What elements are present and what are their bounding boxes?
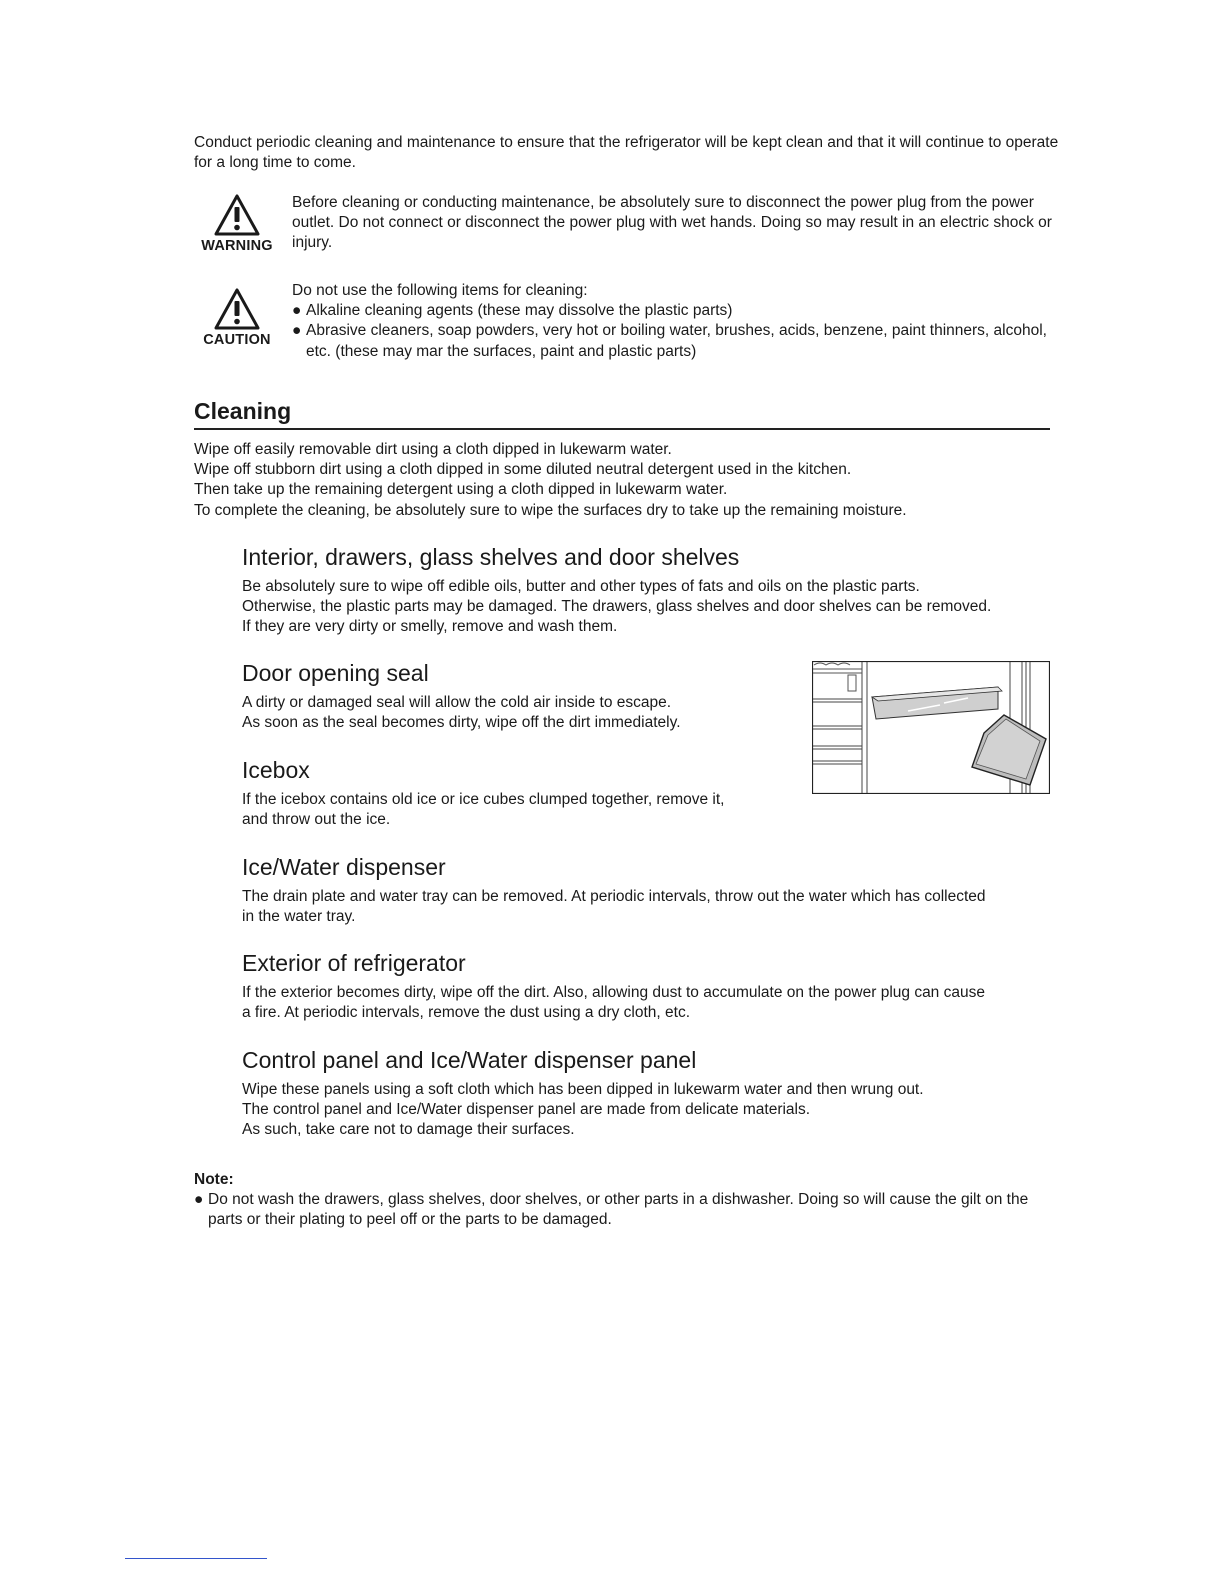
section-dispenser [242, 853, 1057, 927]
cleaning-line: Then take up the remaining detergent using a cloth dipped in lukewarm water. [194, 481, 728, 499]
cleaning-line: Wipe off stubborn dirt using a cloth dipped in some diluted neutral detergent used in the kitchen. [194, 461, 852, 479]
section-door-seal [242, 659, 782, 733]
section-line: and throw out the ice. [242, 811, 391, 829]
section-line: in the water tray. [242, 908, 356, 926]
caution-text [292, 281, 1062, 362]
cleaning-instructions [194, 440, 1054, 521]
section-line: Wipe these panels using a soft cloth which has been dipped in lukewarm water and then wrung out. [242, 1081, 924, 1098]
caution-icon-block [194, 287, 280, 348]
section-line: A dirty or damaged seal will allow the cold air inside to escape. [242, 694, 672, 711]
warning-triangle-icon [213, 193, 261, 237]
warning-triangle-icon [213, 287, 261, 331]
section-line: If the icebox contains old ice or ice cubes clumped together, remove it, [242, 791, 725, 808]
cleaning-heading [194, 398, 1050, 430]
section-interior [242, 543, 1057, 638]
section-line: The control panel and Ice/Water dispenser panel are made from delicate materials. [242, 1101, 811, 1119]
section-icebox [242, 756, 802, 830]
section-exterior [242, 949, 1057, 1023]
cleaning-heading-text: Cleaning [194, 398, 292, 424]
cleaning-line: Wipe off easily removable dirt using a cloth dipped in lukewarm water. [194, 441, 672, 458]
warning-icon-block [194, 193, 280, 254]
section-control-panel [242, 1046, 1057, 1141]
section-line: Be absolutely sure to wipe off edible oils, butter and other types of fats and oils on the plastic parts. [242, 578, 920, 595]
section-line: As such, take care not to damage their surfaces. [242, 1121, 575, 1139]
section-title: Control panel and Ice/Water dispenser panel [242, 1047, 697, 1073]
warning-label: WARNING [201, 238, 273, 254]
caution-notice [194, 281, 1064, 365]
caution-lead: Do not use the following items for cleaning: [292, 282, 588, 299]
section-line: a fire. At periodic intervals, remove the dust using a dry cloth, etc. [242, 1004, 690, 1022]
section-line: The drain plate and water tray can be removed. At periodic intervals, throw out the water which has collected [242, 888, 986, 905]
section-title: Door opening seal [242, 660, 429, 686]
caution-label: CAUTION [203, 332, 271, 348]
warning-text: Before cleaning or conducting maintenance, be absolutely sure to disconnect the power plug from the power outlet. Do not connect or disconnect the power plug with wet hands. Doing so may result in an electric shock or injury. [292, 194, 1052, 252]
warning-notice [194, 193, 1064, 259]
note-bullet: ● Do not wash the drawers, glass shelves, door shelves, or other parts in a dishwasher. Doing so will cause the gilt on the parts or their plating to peel off or the parts to be damaged. [194, 1191, 1029, 1229]
section-title: Exterior of refrigerator [242, 950, 466, 976]
caution-bullet: ● Abrasive cleaners, soap powders, very hot or boiling water, brushes, acids, benzene, paint thinners, alcohol, etc. (these may mar the surfaces, paint and plastic parts) [292, 322, 1047, 360]
footer-divider [125, 1558, 267, 1559]
section-title: Interior, drawers, glass shelves and door shelves [242, 544, 740, 570]
section-line: If they are very dirty or smelly, remove and wash them. [242, 618, 618, 636]
section-line: As soon as the seal becomes dirty, wipe off the dirt immediately. [242, 714, 681, 732]
section-title: Icebox [242, 757, 310, 783]
note-label: Note: [194, 1171, 234, 1188]
section-title: Ice/Water dispenser [242, 854, 446, 880]
refrigerator-cleaning-illustration [812, 661, 1050, 794]
section-line: Otherwise, the plastic parts may be damaged. The drawers, glass shelves and door shelves can be removed. [242, 598, 992, 616]
cleaning-line: To complete the cleaning, be absolutely sure to wipe the surfaces dry to take up the remaining moisture. [194, 501, 907, 519]
refrigerator-cleaning-icon [812, 661, 1050, 794]
caution-bullet: ● Alkaline cleaning agents (these may dissolve the plastic parts) [292, 302, 733, 320]
note-block [194, 1170, 1054, 1230]
section-line: If the exterior becomes dirty, wipe off the dirt. Also, allowing dust to accumulate on the power plug can cause [242, 984, 985, 1001]
intro-paragraph: Conduct periodic cleaning and maintenance to ensure that the refrigerator will be kept clean and that it will continue to operate for a long time to come. [194, 134, 1059, 172]
